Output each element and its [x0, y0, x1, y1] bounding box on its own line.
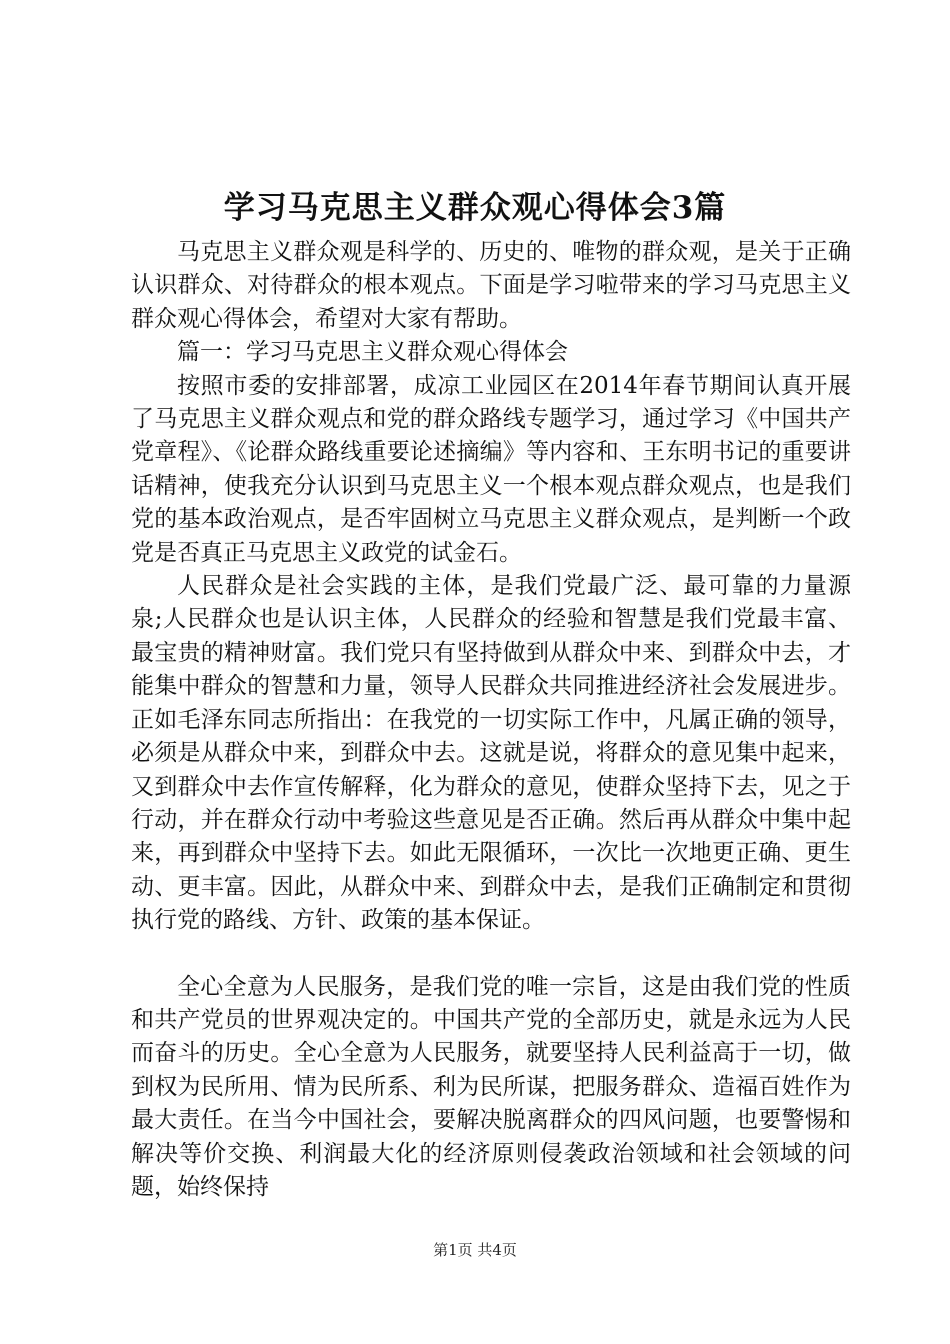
document-title: 学习马克思主义群众观心得体会3篇 [223, 190, 727, 226]
body-paragraph: 全心全意为人民服务，是我们党的唯一宗旨，这是由我们党的性质和共产党员的世界观决定的。中国共产党的全部历史，就是永远为人民而奋斗的历史。全心全意为人民服务，就要坚持人民利益高于一切，做到权为民所用、情为民所系、利为民所谋，把服务群众、造福百姓作为最大责任。在当今中国社会，要解决脱离群众的四风问题，也要警惕和解决等价交换、利润最大化的经济原则侵袭政治领域和社会领域的问题，始终保持 [131, 973, 851, 1200]
page-number-footer: 第1页 共4页 [433, 1241, 517, 1259]
section-heading: 篇一：学习马克思主义群众观心得体会 [177, 339, 568, 366]
body-paragraph: 人民群众是社会实践的主体，是我们党最广泛、最可靠的力量源泉;人民群众也是认识主体，人民群众的经验和智慧是我们党最丰富、最宝贵的精神财富。我们党只有坚持做到从群众中来、到群众中去，才能集中群众的智慧和力量，领导人民群众共同推进经济社会发展进步。正如毛泽东同志所指出：在我党的一切实际工作中，凡属正确的领导，必须是从群众中来，到群众中去。这就是说，将群众的意见集中起来，又到群众中去作宣传解释，化为群众的意见，使群众坚持下去，见之于行动，并在群众行动中考验这些意见是否正确。然后再从群众中集中起来，再到群众中坚持下去。如此无限循环，一次比一次地更正确、更生动、更丰富。因此，从群众中来、到群众中去，是我们正确制定和贯彻执行党的路线、方针、政策的基本保证。 [131, 573, 851, 934]
intro-paragraph: 马克思主义群众观是科学的、历史的、唯物的群众观，是关于正确认识群众、对待群众的根本观点。下面是学习啦带来的学习马克思主义群众观心得体会，希望对大家有帮助。 [131, 239, 851, 332]
body-paragraph: 按照市委的安排部署，成凉工业园区在2014年春节期间认真开展了马克思主义群众观点和党的群众路线专题学习，通过学习《中国共产党章程》、《论群众路线重要论述摘编》等内容和、王东明书记的重要讲话精神，使我充分认识到马克思主义一个根本观点群众观点，也是我们党的基本政治观点，是否牢固树立马克思主义群众观点，是判断一个政党是否真正马克思主义政党的试金石。 [131, 372, 851, 566]
document-body [131, 236, 851, 1204]
